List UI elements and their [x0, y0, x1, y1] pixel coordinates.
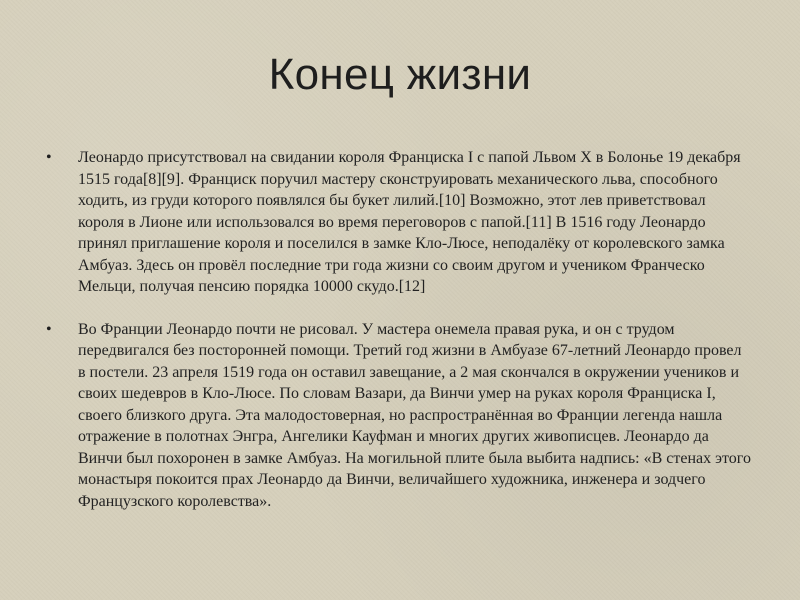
bullet-item-2 — [46, 319, 752, 513]
bullet-text-2: Во Франции Леонардо почти не рисовал. У мастера онемела правая рука, и он с трудом передвигался без посторонней помощи. Третий год жизни в Амбуазе 67-летний Леонардо провел в постели. 23 апреля 1519 года он оставил завещание, а 2 мая скончался в окружении учеников и своих шедевров в Кло-Люсе. По словам Вазари, да Винчи умер на руках короля Франциска I, своего близкого друга. Эта малодостоверная, но распространённая во Франции легенда нашла отражение в полотнах Энгра, Ангелики Кауфман и многих других живописцев. Леонардо да Винчи был похоронен в замке Амбуаз. На могильной плите была выбита надпись: «В стенах этого монастыря покоится прах Леонардо да Винчи, величайшего художника, инженера и зодчего Французского королевства». — [78, 320, 751, 510]
bullet-marker-1: • — [46, 149, 52, 166]
slide-title: Конец жизни — [268, 50, 532, 99]
bullet-item-1 — [46, 147, 752, 298]
bullet-marker-2: • — [46, 320, 52, 338]
bullet-list — [46, 147, 752, 533]
bullet-text-1: Леонардо присутствовал на свидании короля Франциска I с папой Львом X в Болонье 19 декабря 1515 года[8][9]. Франциск поручил мастеру сконструировать механического льва, способного ходить, из груди которого появлялся бы букет лилий.[10] Возможно, этот лев приветствовал короля в Лионе или использовался во время переговоров с папой.[11] В 1516 году Леонардо принял приглашение короля и поселился в замке Кло-Люсе, неподалёку от королевского замка Амбуаз. Здесь он провёл последние три года жизни со своим другом и учеником Франческо Мельци, получая пенсию порядка 10000 скудо.[12] — [78, 149, 741, 295]
